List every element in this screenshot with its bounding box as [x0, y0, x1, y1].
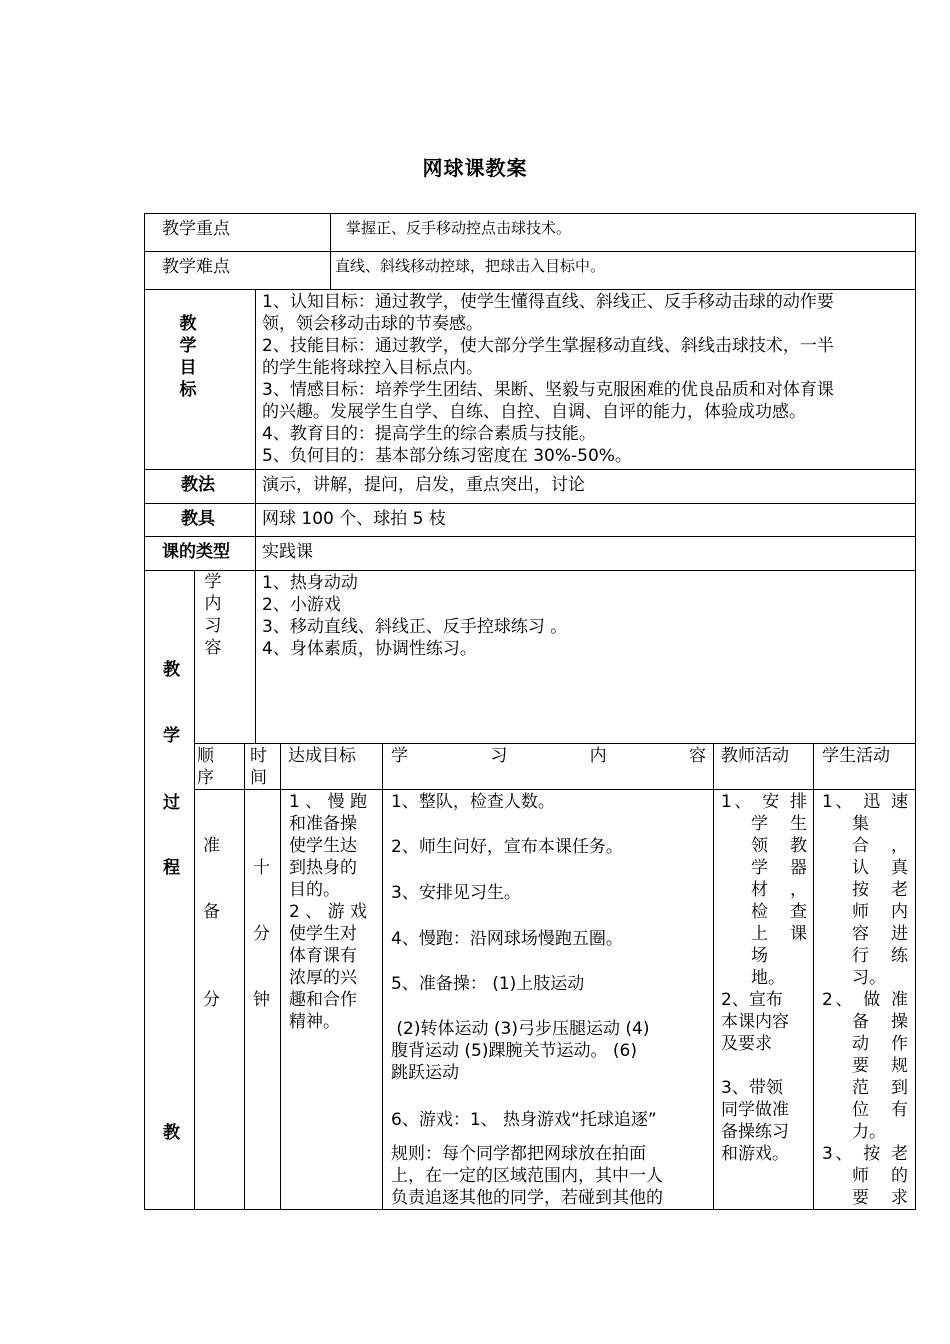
- list-item: 5、准备操： (1)上肢运动: [391, 974, 585, 994]
- header-goal: 达成目标: [288, 746, 356, 766]
- difficulty-value: 直线、斜线移动控球，把球击入目标中。: [335, 257, 606, 275]
- goal-line: 3、情感目标：培养学生团结、果断、坚毅与克服困难的优良品质和对体育课: [262, 380, 834, 400]
- method-value: 演示，讲解，提问，启发，重点突出，讨论: [262, 475, 585, 495]
- student-activity: 1、 迅 速 集 合 ， 认 真 按 老 师 内 容 进 行 练 习。 2、 做 准 备 操 动 作 要 规 范 到 位 有 力。 3、 按 老 师 的 要 求: [822, 792, 908, 1208]
- tools-value: 网球 100 个、球拍 5 枝: [262, 509, 446, 529]
- stage-goal: 1 、 慢 跑 和准备操 使学生达 到热身的 目的。 2 、 游 戏 使学生对 体育课有 浓厚的兴 趣和合作 精神。: [289, 792, 368, 1032]
- list-item: 4、慢跑：沿网球场慢跑五圈。: [391, 929, 623, 949]
- list-item: 1、热身动动: [262, 573, 358, 593]
- list-item: 2、师生问好，宣布本课任务。: [391, 837, 623, 857]
- header-teacher: 教师活动: [721, 746, 789, 766]
- goal-line: 2、技能目标：通过教学，使大部分学生掌握移动直线、斜线击球技术，一半: [262, 336, 834, 356]
- goal-line: 的兴趣。发展学生自学、自练、自控、自调、自评的能力，体验成功感。: [262, 402, 806, 422]
- game-title: 6、游戏：1、 热身游戏“托球追逐”: [391, 1110, 657, 1130]
- warmup-block: (2)转体运动 (3)弓步压腿运动 (4) 腹背运动 (5)踝腕关节运动。 (6) 跳跃运动: [391, 1019, 650, 1083]
- list-item: 2、小游戏: [262, 595, 341, 615]
- game-rules: 规则：每个同学都把网球放在拍面 上，在一定的区域范围内，其中一人 负责追逐其他的同学，若碰到其他的: [391, 1144, 663, 1208]
- method-label: 教法: [181, 475, 215, 495]
- content-label: 学 内 习 容: [204, 572, 222, 658]
- list-item: 1、整队，检查人数。: [391, 792, 555, 812]
- goals-text: [262, 291, 910, 467]
- header-student: 学生活动: [822, 746, 890, 766]
- teacher-activity: 1、 安 排 学 生 领 教 学 器 材 ， 检 查 上 课 场 地。 2、宣布 本课内容 及要求 3、带领 同学做准 备操练习 和游戏。: [721, 792, 807, 1164]
- goal-line: 1、认知目标：通过教学，使学生懂得直线、斜线正、反手移动击球的动作要: [262, 292, 834, 312]
- focus-value: 掌握正、反手移动控点击球技术。: [346, 219, 572, 237]
- type-value: 实践课: [262, 542, 313, 562]
- goal-line: 4、教育目的：提高学生的综合素质与技能。: [262, 424, 596, 444]
- goal-line: 5、负何目的：基本部分练习密度在 30%-50%。: [262, 446, 632, 466]
- goal-line: 的学生能将球控入目标点内。: [262, 358, 483, 378]
- page-title: 网球课教案: [422, 156, 528, 180]
- header-order: 顺 序: [197, 746, 214, 788]
- list-item: 4、身体素质，协调性练习。: [262, 639, 477, 659]
- list-item: 3、安排见习生。: [391, 883, 521, 903]
- focus-label: 教学重点: [162, 219, 230, 239]
- type-label: 课的类型: [162, 542, 230, 562]
- list-item: 3、移动直线、斜线正、反手控球练习 。: [262, 617, 568, 637]
- content-list: [262, 572, 567, 660]
- goals-label: 教 学 目 标: [179, 314, 197, 400]
- goal-line: 领，领会移动击球的节奏感。: [262, 314, 483, 334]
- header-time: 时 间: [250, 746, 267, 788]
- header-content: 学 习 内 容: [391, 746, 706, 766]
- tools-label: 教具: [181, 509, 215, 529]
- difficulty-label: 教学难点: [162, 257, 230, 277]
